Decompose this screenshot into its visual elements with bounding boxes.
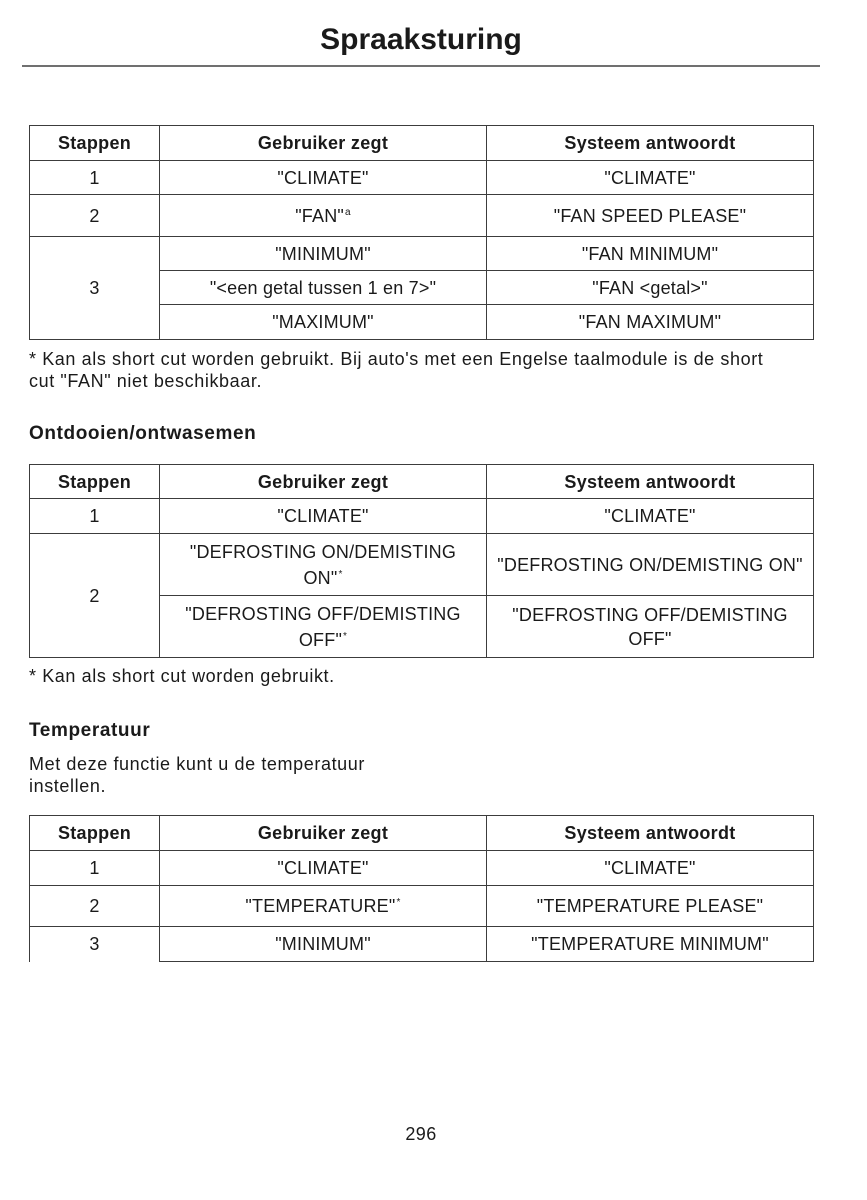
system-responds-text: "DEFROSTING ON/DEMISTING ON": [497, 554, 803, 575]
table-header-row: [30, 126, 814, 161]
step-number: 3: [30, 237, 160, 340]
footnote-marker: a: [345, 206, 351, 218]
system-responds-cell: "CLIMATE": [487, 161, 814, 195]
system-responds-cell: "FAN SPEED PLEASE": [487, 195, 814, 237]
step-number: 2: [30, 886, 160, 927]
user-says-text-wrap: [181, 601, 466, 653]
table-row: [30, 534, 814, 596]
user-says-cell: [160, 596, 487, 658]
system-responds-cell: "CLIMATE": [487, 851, 814, 886]
column-header-system-responds: Systeem antwoordt: [487, 126, 814, 161]
page-title: Spraaksturing: [320, 23, 522, 56]
user-says-cell: [160, 886, 487, 927]
fan-steps-table: [29, 125, 814, 340]
step-number: 2: [30, 534, 160, 658]
section-heading-temperature: Temperatuur: [29, 720, 151, 741]
step-number: 1: [30, 161, 160, 195]
system-responds-cell: "FAN MAXIMUM": [487, 305, 814, 340]
column-header-user-says: Gebruiker zegt: [160, 816, 487, 851]
table-row: [30, 161, 814, 195]
user-says-text: "TEMPERATURE": [245, 896, 396, 916]
defrost-footnote: * Kan als short cut worden gebruikt.: [29, 666, 335, 686]
title-rule: [22, 65, 820, 67]
column-header-steps: Stappen: [30, 126, 160, 161]
user-says-text: "FAN": [295, 205, 345, 226]
table-header-row: [30, 816, 814, 851]
column-header-user-says: Gebruiker zegt: [160, 465, 487, 499]
system-responds-cell: "FAN MINIMUM": [487, 237, 814, 271]
user-says-cell: "CLIMATE": [160, 161, 487, 195]
user-says-cell: "MAXIMUM": [160, 305, 487, 340]
column-header-user-says: Gebruiker zegt: [160, 126, 487, 161]
user-says-cell: "CLIMATE": [160, 499, 487, 534]
section-heading-defrost: Ontdooien/ontwasemen: [29, 423, 257, 444]
user-says-cell: "MINIMUM": [160, 927, 487, 962]
user-says-text: "DEFROSTING ON/DEMISTING ON": [189, 541, 457, 588]
system-responds-cell: "CLIMATE": [487, 499, 814, 534]
step-number: 2: [30, 195, 160, 237]
fan-footnote: * Kan als short cut worden gebruikt. Bij auto's met een Engelse taalmodule is de short cut "FAN" niet beschikbaar.: [29, 349, 764, 391]
user-says-cell: [160, 534, 487, 596]
user-says-text: "DEFROSTING OFF/DEMISTING OFF": [185, 603, 461, 650]
table-row: [30, 195, 814, 237]
system-responds-cell: [487, 596, 814, 658]
column-header-steps: Stappen: [30, 465, 160, 499]
system-responds-cell: "TEMPERATURE MINIMUM": [487, 927, 814, 962]
footnote-marker: *: [343, 630, 348, 642]
user-says-cell: "<een getal tussen 1 en 7>": [160, 271, 487, 305]
user-says-cell: [160, 195, 487, 237]
system-responds-text: "DEFROSTING OFF/DEMISTING OFF": [512, 604, 788, 649]
user-says-cell: "CLIMATE": [160, 851, 487, 886]
user-says-cell: "MINIMUM": [160, 237, 487, 271]
system-responds-cell: [487, 534, 814, 596]
step-number: 1: [30, 499, 160, 534]
step-number: 3: [30, 927, 160, 962]
table-row: [30, 499, 814, 534]
temperature-steps-table: [29, 815, 814, 962]
table-header-row: [30, 465, 814, 499]
table-row: [30, 927, 814, 962]
footnote-marker: *: [338, 568, 343, 580]
column-header-system-responds: Systeem antwoordt: [487, 816, 814, 851]
defrost-steps-table: [29, 464, 814, 658]
column-header-steps: Stappen: [30, 816, 160, 851]
system-responds-cell: "TEMPERATURE PLEASE": [487, 886, 814, 927]
table-row: [30, 237, 814, 271]
step-number: 1: [30, 851, 160, 886]
temperature-intro: Met deze functie kunt u de temperatuur instellen.: [29, 754, 365, 796]
user-says-text-wrap: [181, 539, 466, 591]
footnote-marker: *: [396, 897, 401, 908]
table-row: [30, 851, 814, 886]
system-responds-cell: "FAN <getal>": [487, 271, 814, 305]
column-header-system-responds: Systeem antwoordt: [487, 465, 814, 499]
table-row: [30, 886, 814, 927]
page-number: 296: [405, 1124, 437, 1144]
